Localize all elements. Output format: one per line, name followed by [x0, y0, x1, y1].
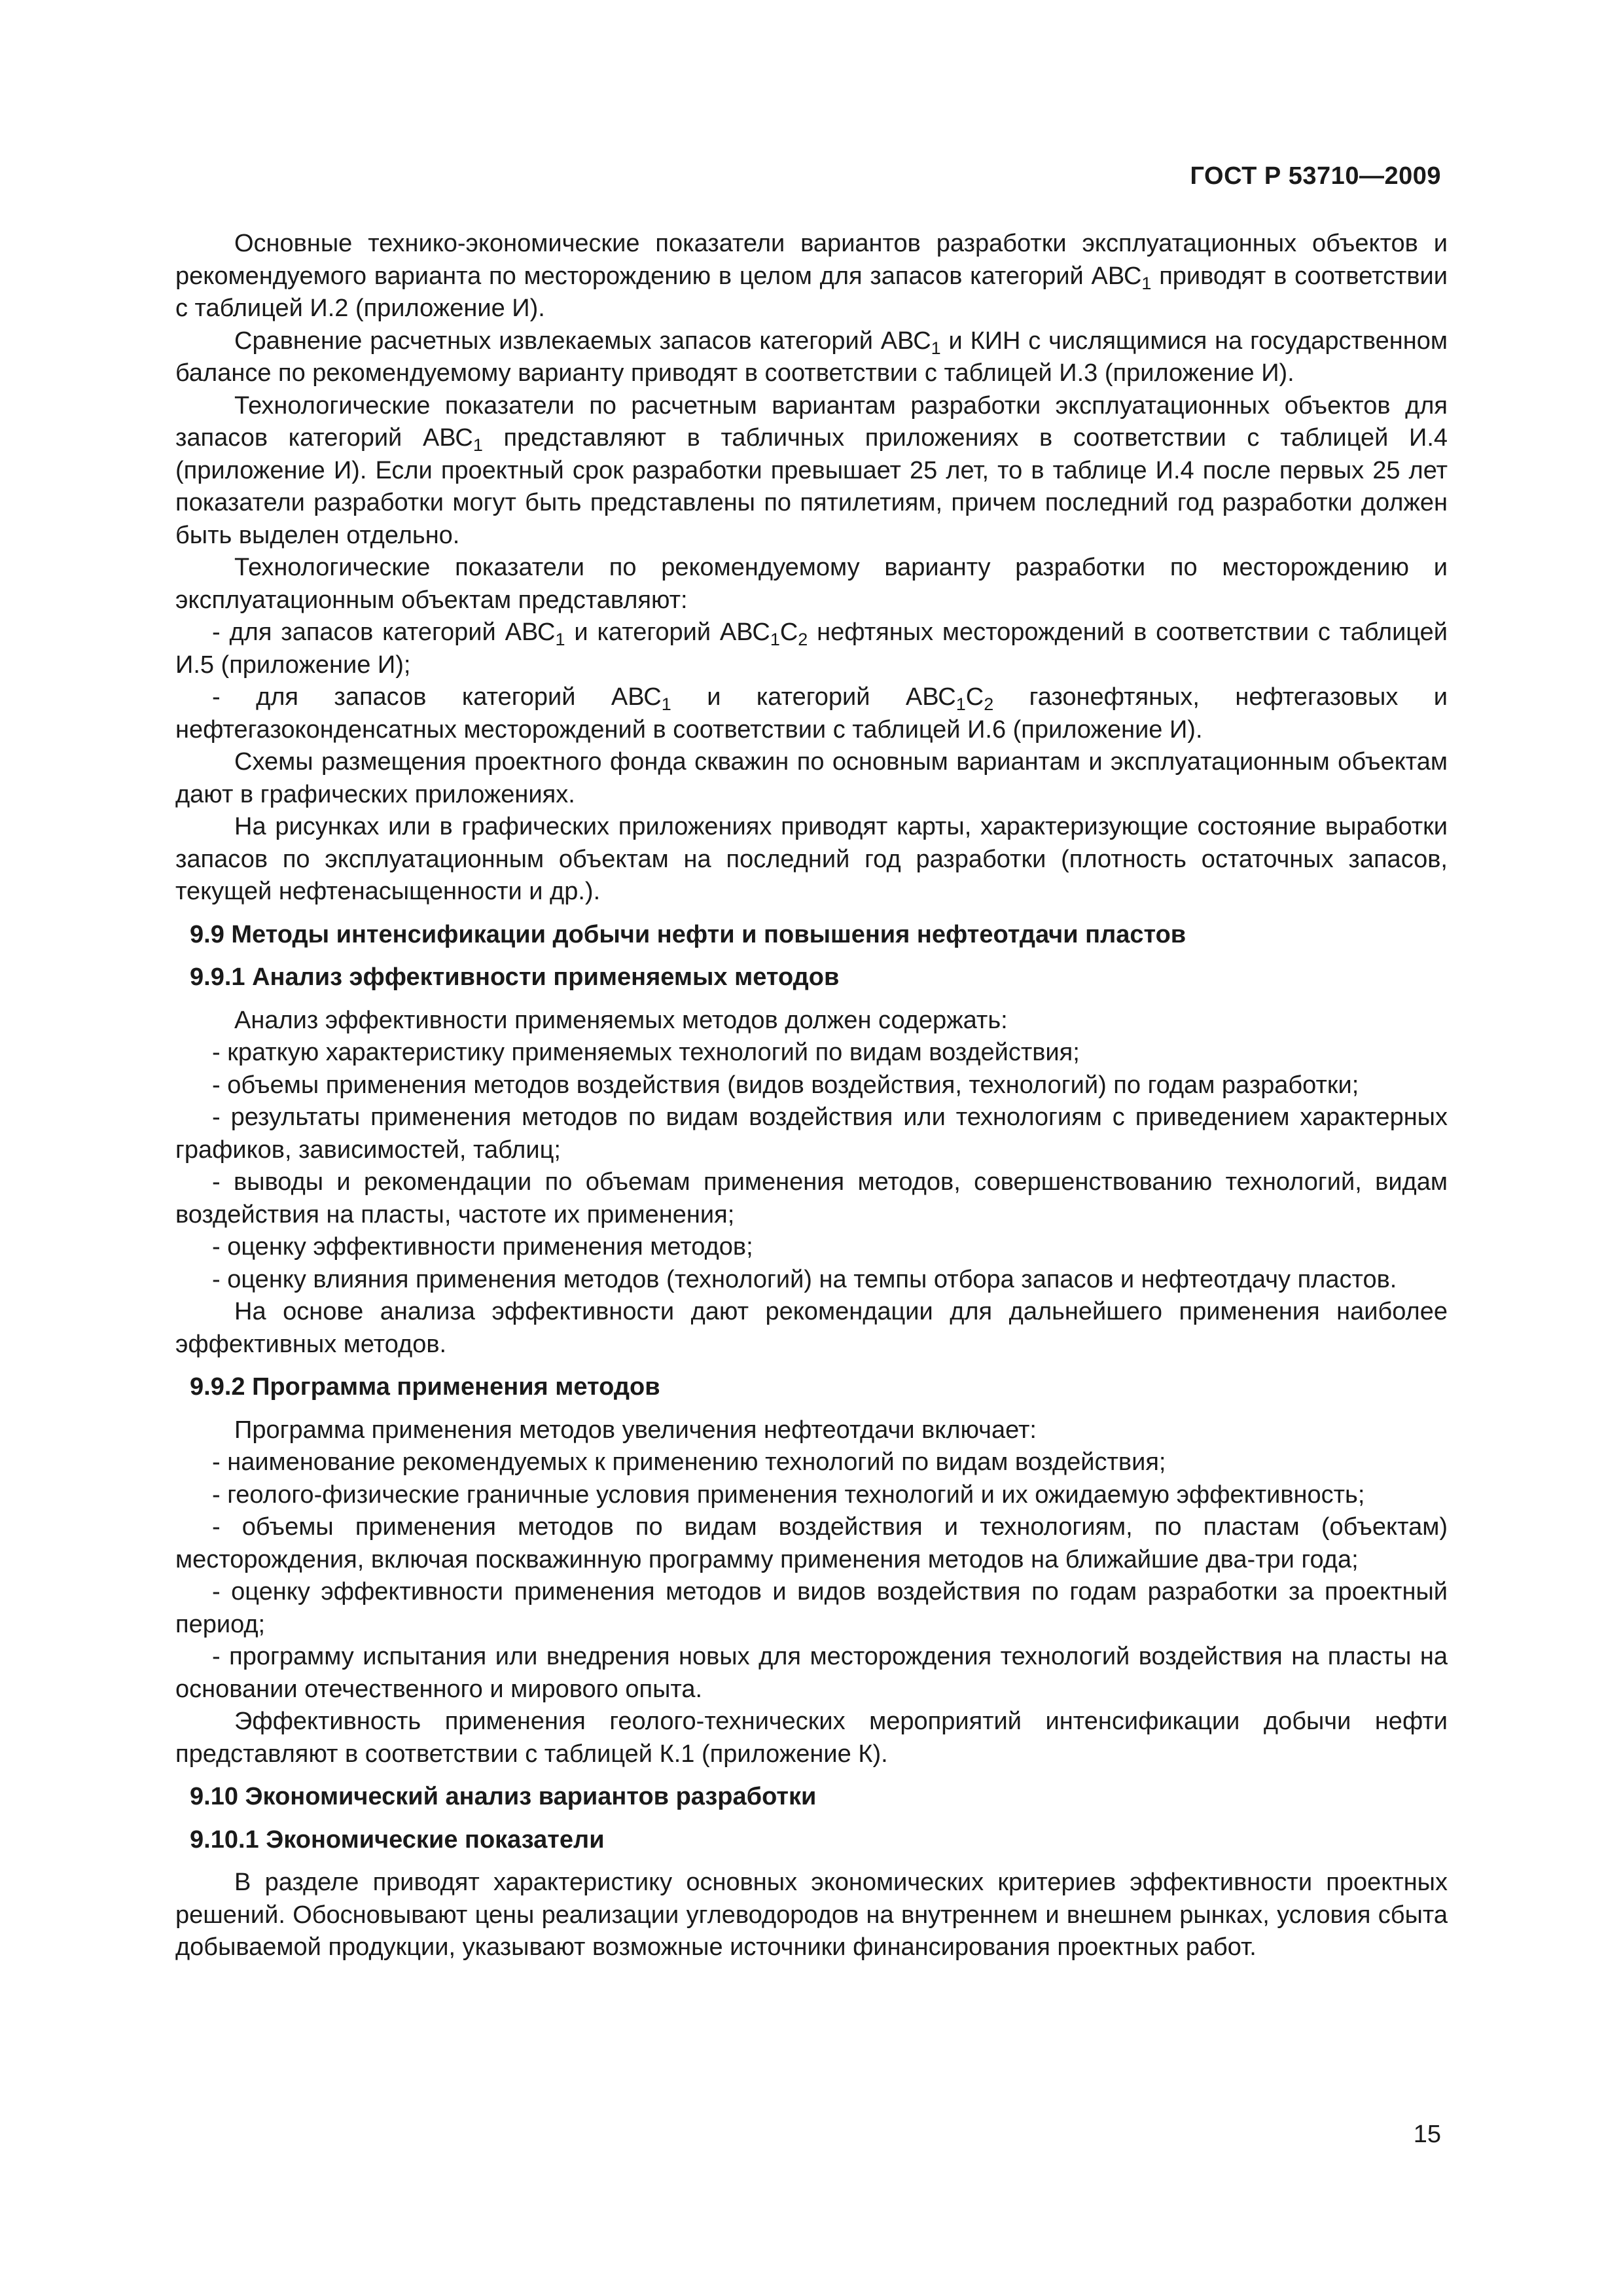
paragraph: В разделе приводят характеристику основных экономических критериев эффективности проектных решений. Обосновывают цены реализации углеводородов на внутреннем и внешнем рынках, условия сбыта добываемой продукции, указывают возможные источники финансирования проектных работ.: [175, 1869, 1448, 1961]
subsection-heading: 9.9.2 Программа применения методов: [190, 1373, 660, 1401]
subsection-heading: 9.9.1 Анализ эффективности применяемых методов: [190, 963, 840, 991]
paragraph: Технологические показатели по расчетным вариантам разработки эксплуатационных объектов для запасов категорий $АВС_1$ представляют в табличных приложениях в соответствии с таблицей И.4 (приложение И). Если проектный срок разработки превышает 25 лет, то в таблице И.4 после первых 25 лет показатели разработки могут быть представлены по пятилетиям, причем последний год разработки должен быть выделен отдельно.: [175, 391, 1448, 549]
list-item: - оценку эффективности применения методов и видов воздействия по годам разработки за проектный период;: [175, 1578, 1448, 1638]
section-heading: 9.10 Экономический анализ вариантов разработки: [190, 1783, 817, 1810]
body-text: [175, 228, 1448, 1964]
list-item: - оценку влияния применения методов (технологий) на темпы отбора запасов и нефтеотдачу пластов.: [212, 1265, 1397, 1293]
section-heading: 9.9 Методы интенсификации добычи нефти и повышения нефтеотдачи пластов: [190, 920, 1186, 948]
list-item: - краткую характеристику применяемых технологий по видам воздействия;: [212, 1039, 1080, 1066]
paragraph: Сравнение расчетных извлекаемых запасов категорий $АВС_1$ и КИН с числящимися на государственном балансе по рекомендуемому варианту приводят в соответствии с таблицей И.3 (приложение И).: [175, 327, 1448, 387]
list-item: - программу испытания или внедрения новых для месторождения технологий воздействия на пласты на основании отечественного и мирового опыта.: [175, 1643, 1448, 1703]
list-item: - выводы и рекомендации по объемам применения методов, совершенствованию технологий, видам воздействия на пласты, частоте их применения;: [175, 1168, 1448, 1229]
list-item: - наименование рекомендуемых к применению технологий по видам воздействия;: [212, 1448, 1166, 1476]
paragraph: Программа применения методов увеличения нефтеотдачи включает:: [234, 1416, 1037, 1444]
list: [175, 1037, 1448, 1296]
list-item: - объемы применения методов воздействия (видов воздействия, технологий) по годам разработки;: [212, 1071, 1359, 1099]
list-item: - для запасов категорий $АВС_1$ и категорий $АВС_1С_2$ нефтяных месторождений в соответствии с таблицей И.5 (приложение И);: [175, 619, 1448, 679]
page-number: 15: [1413, 2121, 1441, 2148]
paragraph: Анализ эффективности применяемых методов должен содержать:: [234, 1006, 1008, 1034]
list-item: - геолого-физические граничные условия применения технологий и их ожидаемую эффективность;: [212, 1480, 1365, 1509]
list-item: - для запасов категорий $АВС_1$ и категорий $АВС_1С_2$ газонефтяных, нефтегазовых и нефтегазоконденсатных месторождений в соответствии с таблицей И.6 (приложение И).: [175, 683, 1448, 744]
subsection-heading: 9.10.1 Экономические показатели: [190, 1825, 605, 1854]
paragraph: На основе анализа эффективности дают рекомендации для дальнейшего применения наиболее эффективных методов.: [175, 1298, 1448, 1358]
list-item: - оценку эффективности применения методов;: [212, 1233, 753, 1261]
list-item: - объемы применения методов по видам воздействия и технологиям, по пластам (объектам) месторождения, включая поскважинную программу применения методов на ближайшие два-три года;: [175, 1513, 1448, 1573]
paragraph: На рисунках или в графических приложениях приводят карты, характеризующие состояние выработки запасов по эксплуатационным объектам на последний год разработки (плотность остаточных запасов, текущей нефтенасыщенности и др.).: [175, 813, 1448, 905]
paragraph: Эффективность применения геолого-технических мероприятий интенсификации добычи нефти представляют в соответствии с таблицей К.1 (приложение К).: [175, 1708, 1448, 1768]
paragraph: Схемы размещения проектного фонда скважин по основным вариантам и эксплуатационным объектам дают в графических приложениях.: [175, 748, 1448, 808]
list: [175, 1446, 1448, 1706]
paragraph: Технологические показатели по рекомендуемому варианту разработки по месторождению и эксплуатационным объектам представляют:: [175, 554, 1448, 614]
paragraph: Основные технико-экономические показатели вариантов разработки эксплуатационных объектов и рекомендуемого варианта по месторождению в целом для запасов категорий $АВС_1$ приводят в соответствии с таблицей И.2 (приложение И).: [175, 230, 1448, 322]
document-id: ГОСТ Р 53710—2009: [1190, 162, 1441, 190]
list-item: - результаты применения методов по видам воздействия или технологиям с приведением характерных графиков, зависимостей, таблиц;: [175, 1103, 1448, 1164]
